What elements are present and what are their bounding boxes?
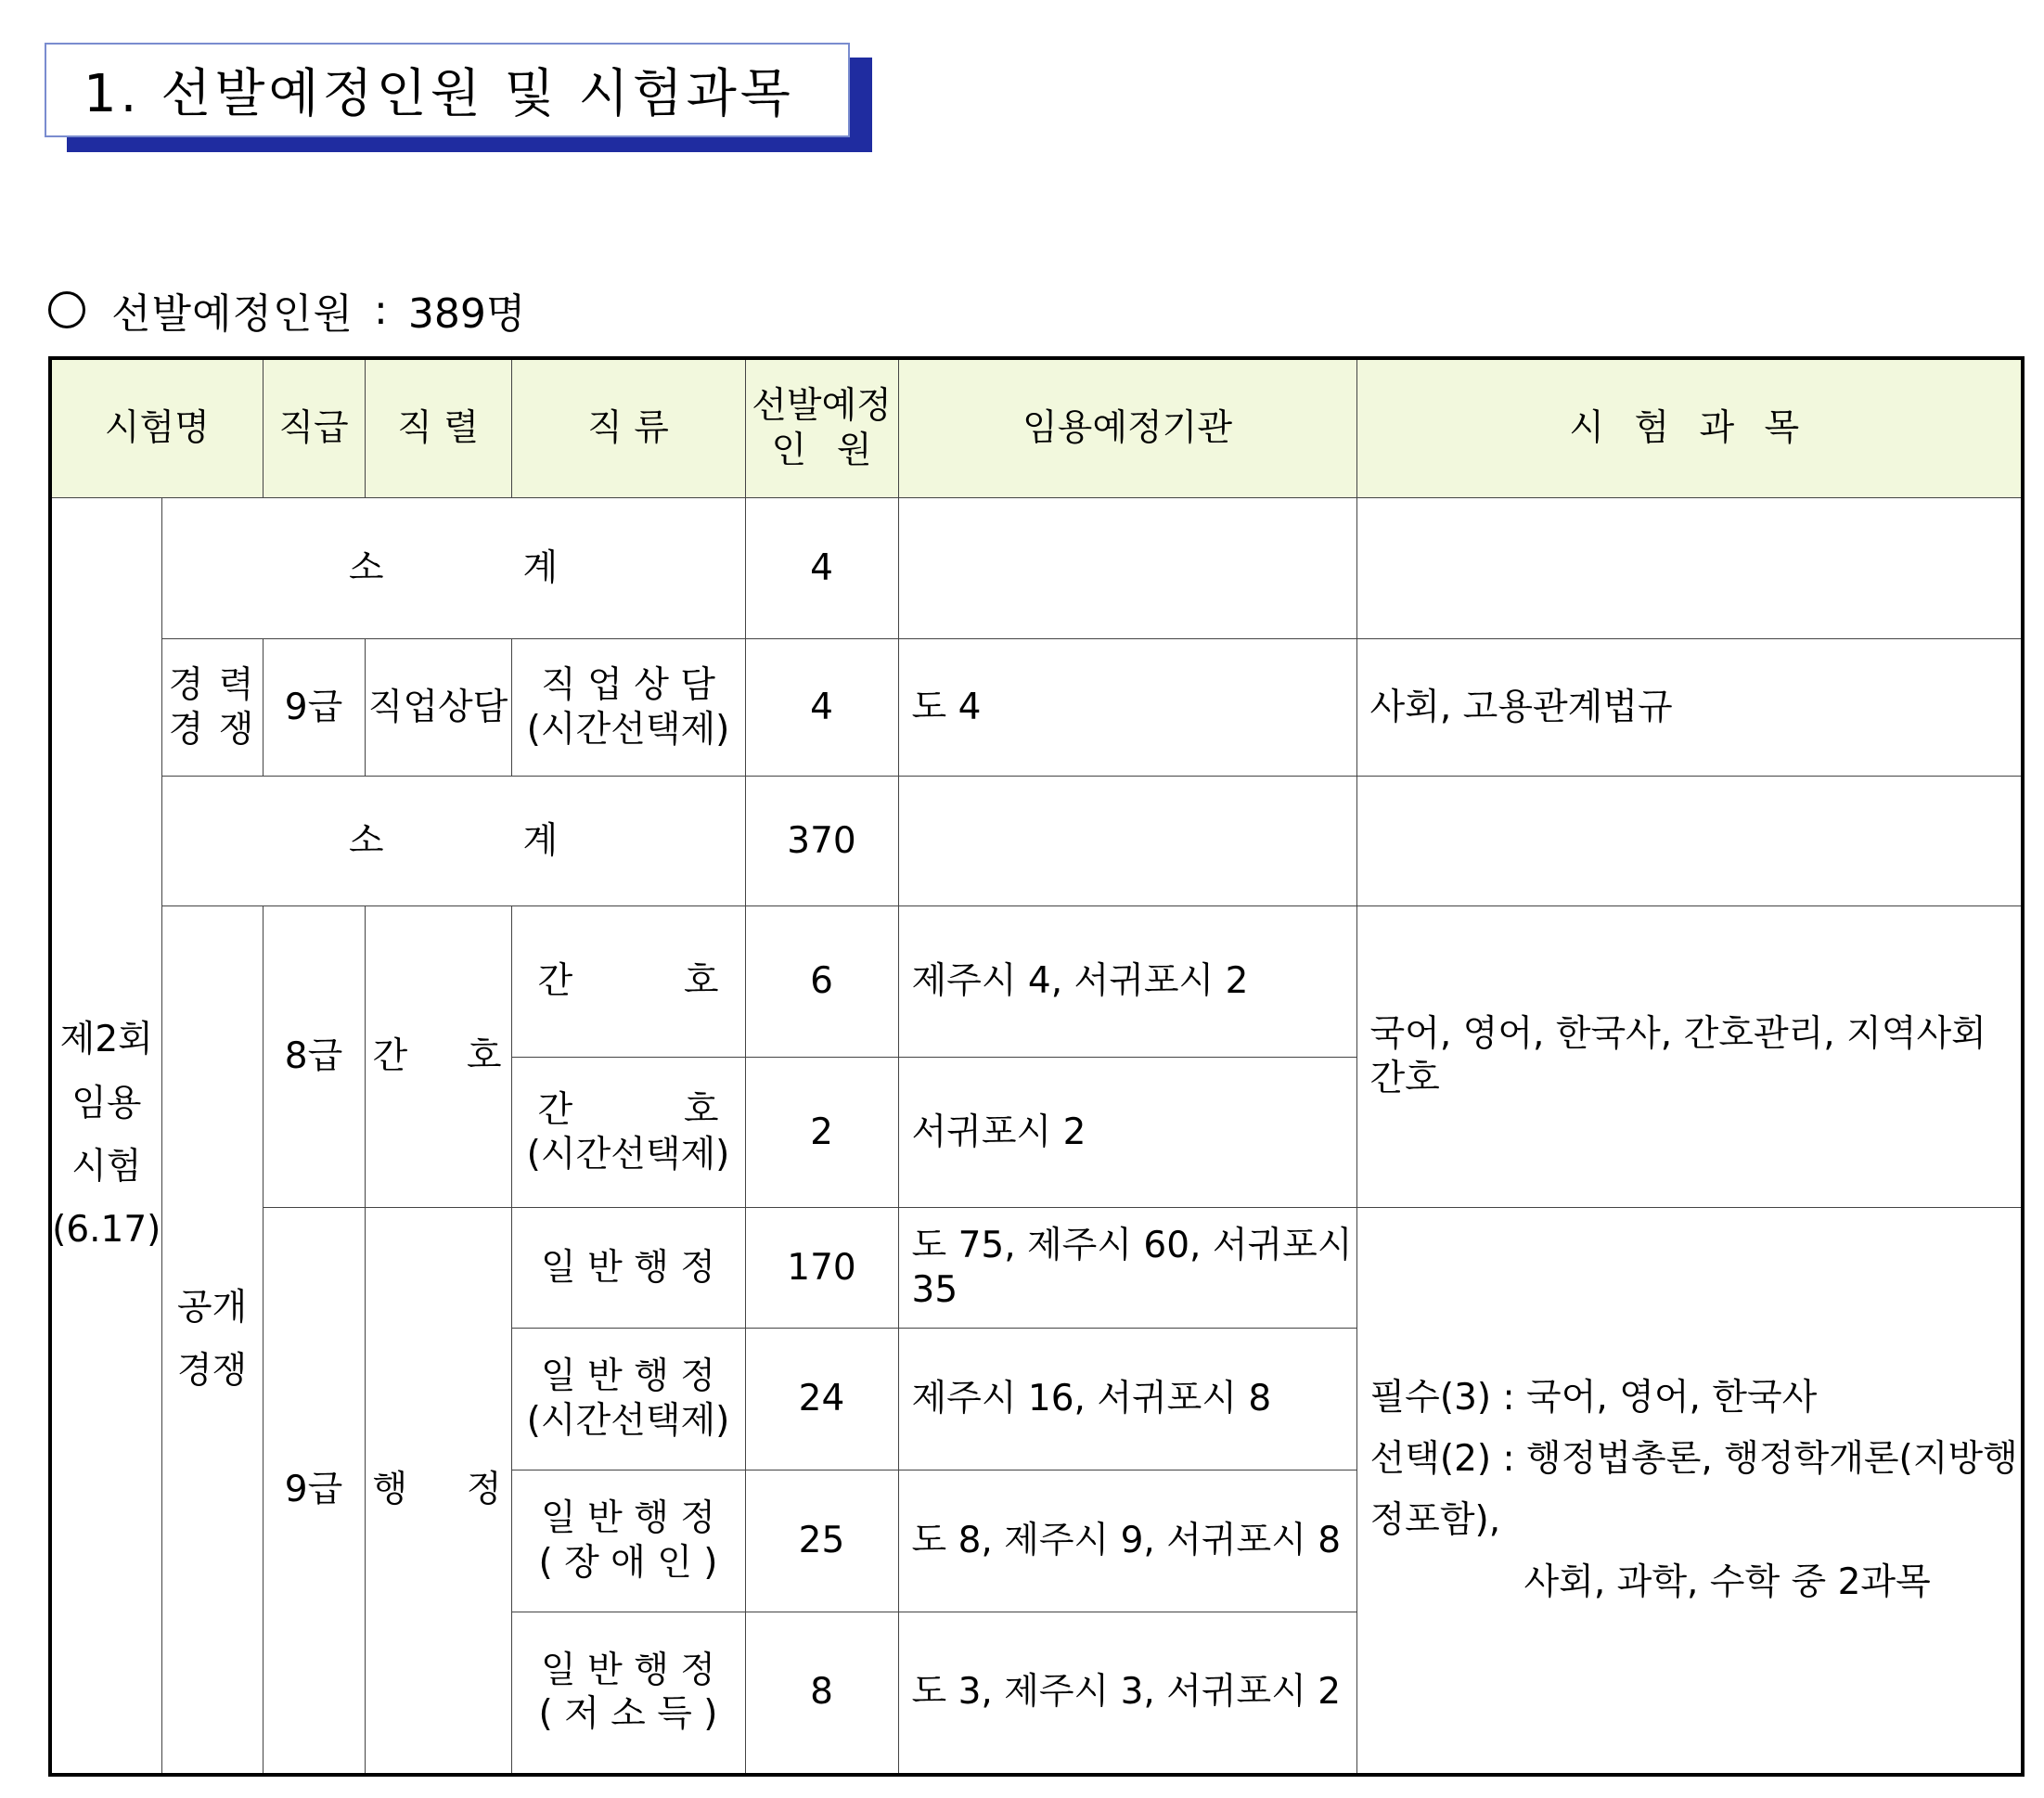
career-type: 경 력 경 쟁 bbox=[161, 639, 263, 777]
elective-subjects: 선택(2) : 행정법총론, 행정학개론(지방행정포함), bbox=[1369, 1437, 2018, 1542]
section-title-box bbox=[45, 43, 850, 137]
nurse-class: 간 호 (시간선택제) bbox=[511, 1058, 745, 1208]
nurse-grade: 8급 bbox=[263, 906, 365, 1208]
subtotal-agency bbox=[898, 777, 1356, 906]
nurse-series: 간 호 bbox=[365, 906, 511, 1208]
subtotal-count: 4 bbox=[745, 498, 898, 639]
table-row bbox=[50, 1208, 2023, 1329]
nurse-count: 6 bbox=[745, 906, 898, 1058]
header-exam: 시험명 bbox=[50, 358, 263, 498]
admin-count: 24 bbox=[745, 1329, 898, 1471]
admin-class: 일 반 행 정 ( 장 애 인 ) bbox=[511, 1471, 745, 1612]
career-count: 4 bbox=[745, 639, 898, 777]
admin-class: 일 반 행 정 bbox=[511, 1208, 745, 1329]
admin-count: 170 bbox=[745, 1208, 898, 1329]
table-row bbox=[50, 639, 2023, 777]
header-count-line2: 인 원 bbox=[771, 430, 872, 471]
nurse-class: 간 호 bbox=[511, 906, 745, 1058]
admin-class: 일 반 행 정 ( 저 소 득 ) bbox=[511, 1612, 745, 1775]
header-subjects: 시 험 과 목 bbox=[1356, 358, 2023, 498]
admin-series: 행 정 bbox=[365, 1208, 511, 1775]
nurse-subjects: 국어, 영어, 한국사, 간호관리, 지역사회간호 bbox=[1356, 906, 2023, 1208]
nurse-agency: 제주시 4, 서귀포시 2 bbox=[898, 906, 1356, 1058]
subtotal-count: 370 bbox=[745, 777, 898, 906]
career-agency: 도 4 bbox=[898, 639, 1356, 777]
section-title: 1. 선발예정인원 및 시험과목 bbox=[84, 64, 794, 124]
admin-agency: 도 8, 제주시 9, 서귀포시 8 bbox=[898, 1471, 1356, 1612]
summary-separator: : bbox=[374, 286, 388, 334]
open-type: 공개 경쟁 bbox=[161, 906, 263, 1775]
header-count bbox=[745, 358, 898, 498]
career-class: 직 업 상 담 (시간선택제) bbox=[511, 639, 745, 777]
summary-label: 선발예정인원 bbox=[111, 290, 354, 338]
header-agency: 임용예정기관 bbox=[898, 358, 1356, 498]
admin-count: 8 bbox=[745, 1612, 898, 1775]
header-count-line1: 선발예정 bbox=[752, 385, 892, 428]
selection-table bbox=[48, 356, 2025, 1777]
career-subjects: 사회, 고용관계법규 bbox=[1356, 639, 2023, 777]
required-subjects: 필수(3) : 국어, 영어, 한국사 bbox=[1369, 1376, 1818, 1419]
admin-count: 25 bbox=[745, 1471, 898, 1612]
header-series: 직 렬 bbox=[365, 358, 511, 498]
admin-agency: 도 3, 제주시 3, 서귀포시 2 bbox=[898, 1612, 1356, 1775]
admin-grade: 9급 bbox=[263, 1208, 365, 1775]
subtotal-subjects bbox=[1356, 777, 2023, 906]
header-grade: 직급 bbox=[263, 358, 365, 498]
admin-subjects bbox=[1356, 1208, 2023, 1775]
table-header-row bbox=[50, 358, 2023, 498]
circle-bullet-icon bbox=[48, 291, 85, 328]
nurse-agency: 서귀포시 2 bbox=[898, 1058, 1356, 1208]
summary-value: 389명 bbox=[407, 290, 526, 338]
admin-agency: 제주시 16, 서귀포시 8 bbox=[898, 1329, 1356, 1471]
subtotal-label: 소 계 bbox=[161, 498, 745, 639]
header-class: 직 류 bbox=[511, 358, 745, 498]
table-row bbox=[50, 498, 2023, 639]
admin-class: 일 반 행 정 (시간선택제) bbox=[511, 1329, 745, 1471]
subtotal-agency bbox=[898, 498, 1356, 639]
career-series: 직업상담 bbox=[365, 639, 511, 777]
summary-line bbox=[48, 282, 525, 338]
subtotal-subjects bbox=[1356, 498, 2023, 639]
table-row bbox=[50, 777, 2023, 906]
subtotal-label: 소 계 bbox=[161, 777, 745, 906]
admin-agency: 도 75, 제주시 60, 서귀포시 35 bbox=[898, 1208, 1356, 1329]
table-row bbox=[50, 906, 2023, 1058]
exam-name-cell: 제2회 임용 시험 (6.17) bbox=[50, 498, 161, 1775]
elective-subjects-cont: 사회, 과학, 수학 중 2과목 bbox=[1523, 1560, 1931, 1603]
career-grade: 9급 bbox=[263, 639, 365, 777]
nurse-count: 2 bbox=[745, 1058, 898, 1208]
